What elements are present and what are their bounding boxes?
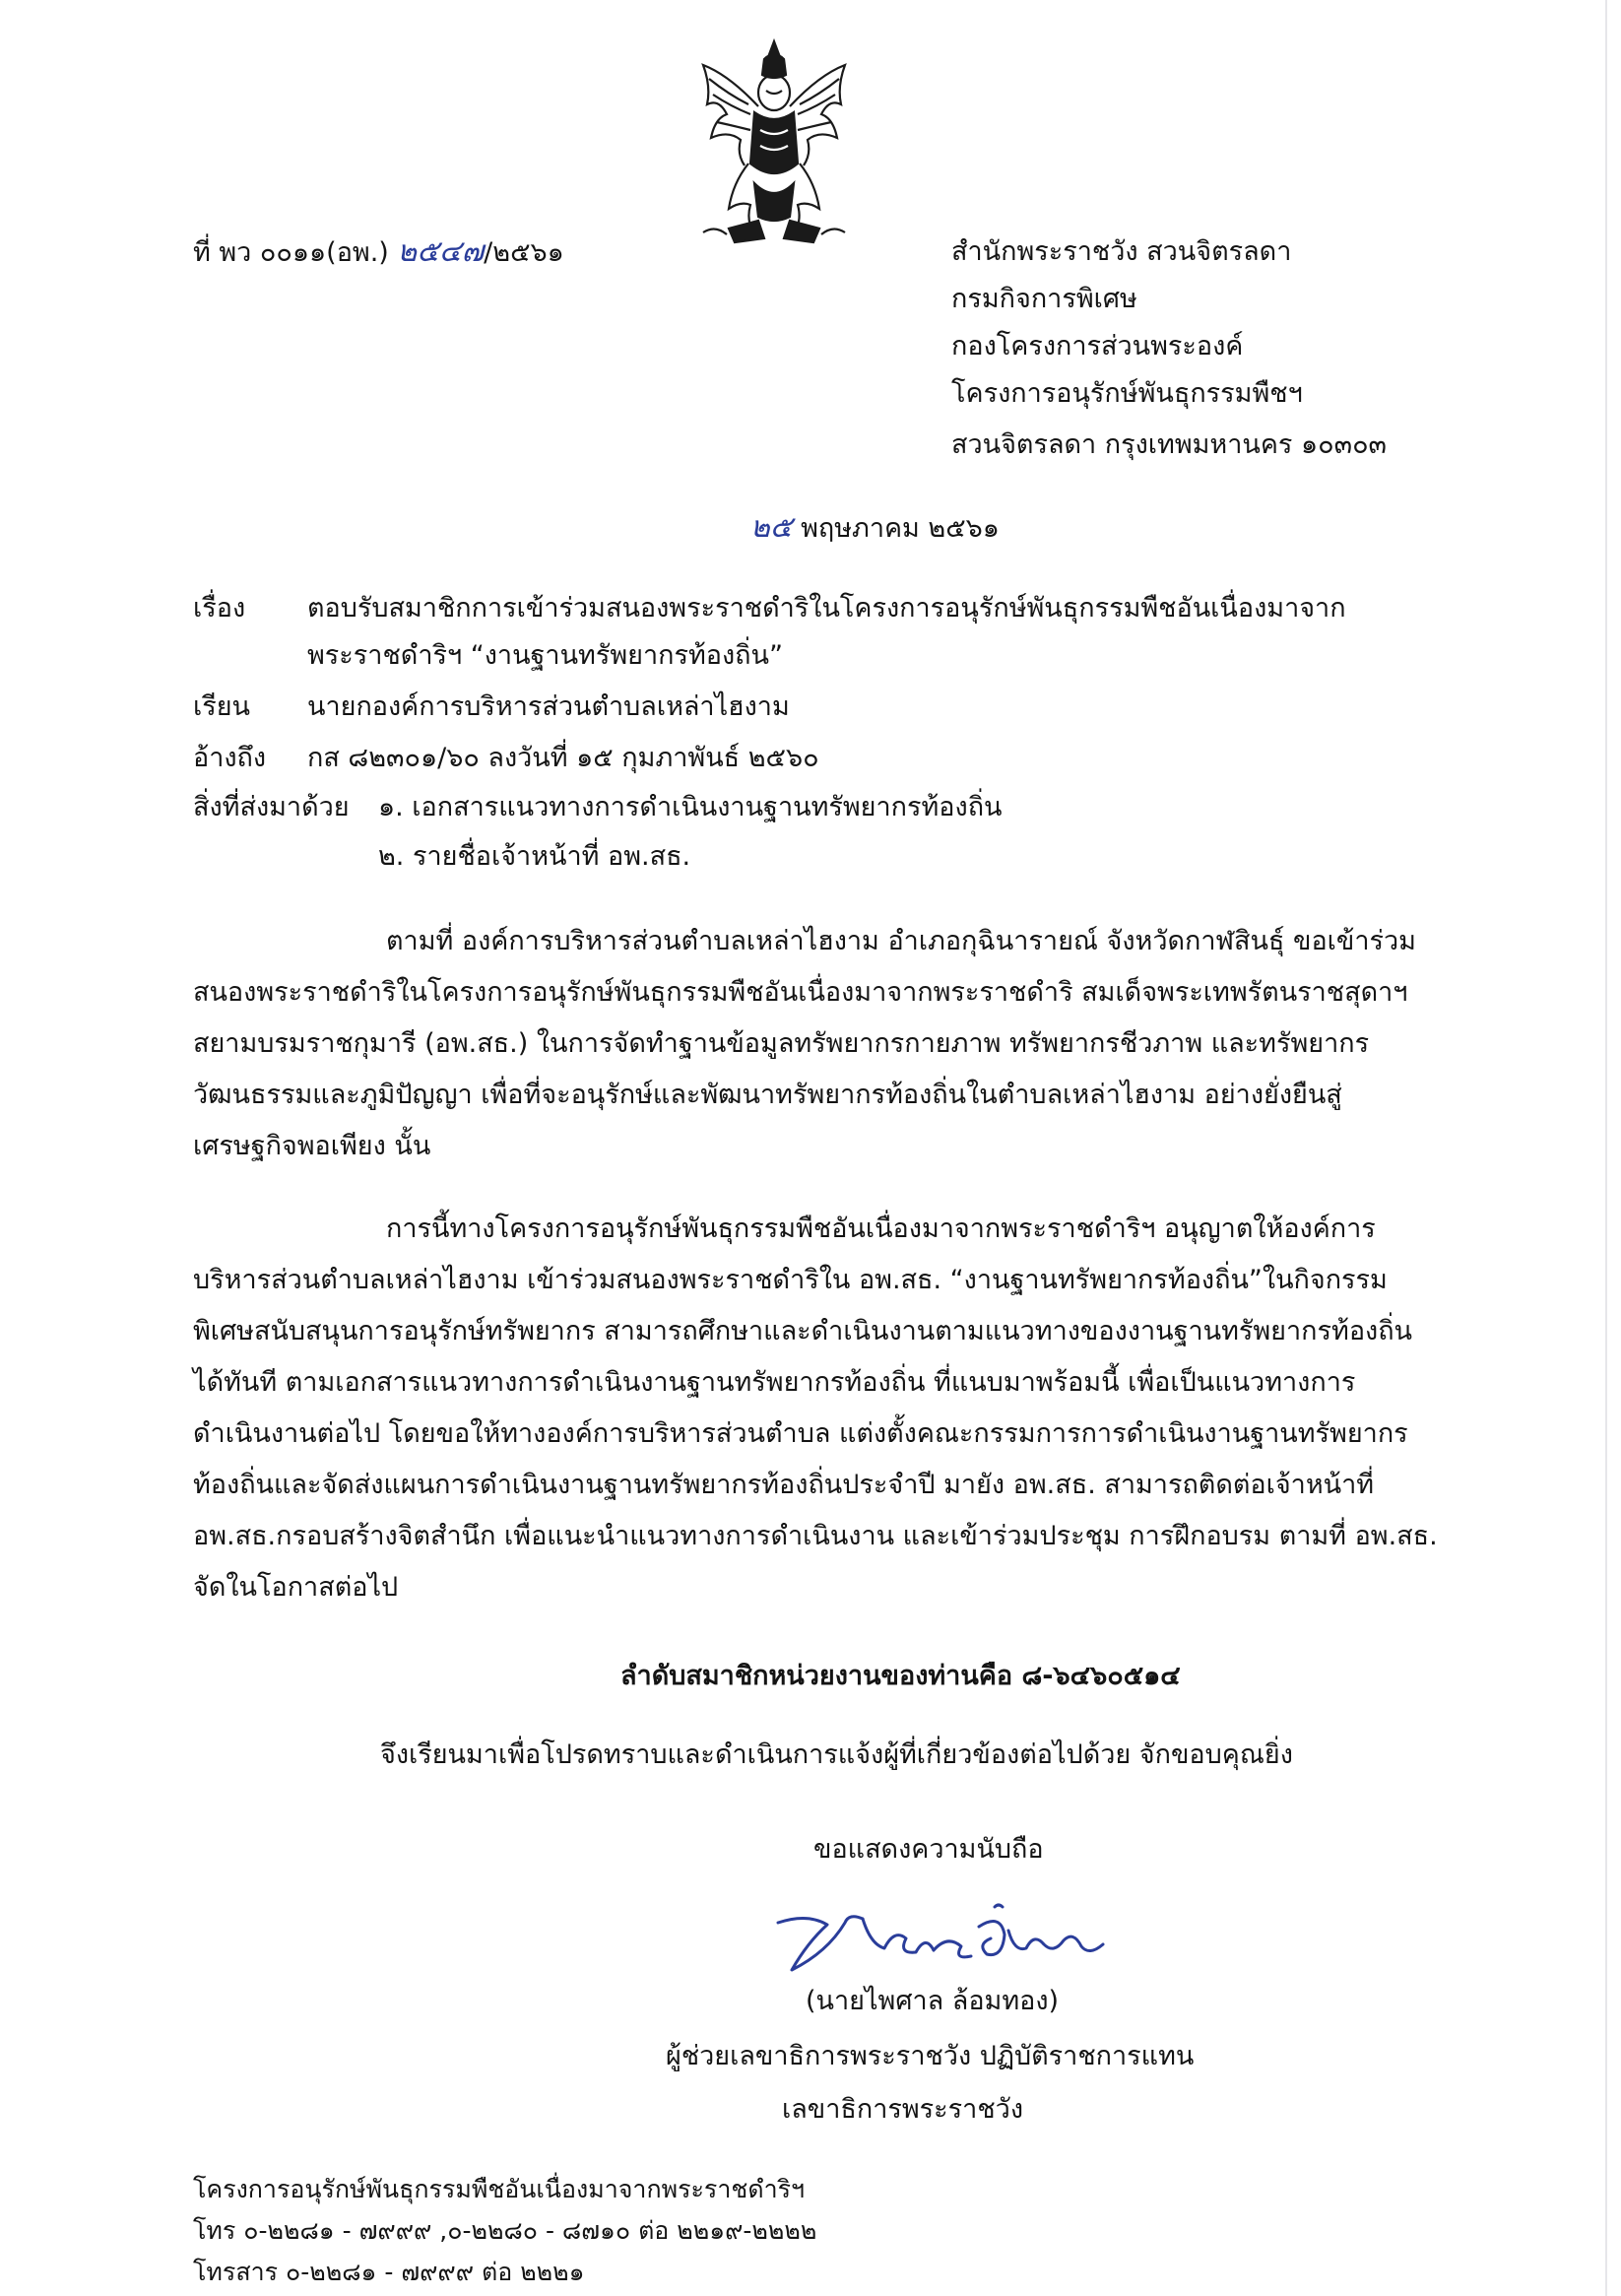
sender-address-line-3: กองโครงการส่วนพระองค์ [951, 331, 1244, 361]
signatory-position-1: ผู้ช่วยเลขาธิการพระราชวัง ปฏิบัติราชการแทน [666, 2041, 1195, 2071]
sender-address-line-5: สวนจิตรลดา กรุงเทพมหานคร ๑๐๓๐๓ [951, 429, 1388, 460]
reference-suffix: /๒๕๖๑ [484, 237, 564, 268]
body-paragraph-2 [193, 1204, 1436, 1613]
recipient-label: เรียน [193, 691, 251, 722]
reference-number [193, 234, 564, 271]
handwritten-signature [768, 1883, 1123, 1992]
paragraph-line: ตามที่ องค์การบริหารส่วนตำบลเหล่าไฮงาม อำเภอกุฉินารายณ์ จังหวัดกาฬสินธุ์ ขอเข้าร่วม [386, 926, 1416, 956]
sender-address-line-4: โครงการอนุรักษ์พันธุกรรมพืชฯ [951, 378, 1303, 409]
paragraph-line: การนี้ทางโครงการอนุรักษ์พันธุกรรมพืชอันเนื่องมาจากพระราชดำริฯ อนุญาตให้องค์การ [386, 1214, 1376, 1244]
reference-to-label: อ้างถึง [193, 743, 267, 773]
enclosure-item: ๒. รายชื่อเจ้าหน้าที่ อพ.สธ. [378, 841, 691, 872]
sender-address-line-1: สำนักพระราชวัง สวนจิตรลดา [951, 236, 1292, 267]
paragraph-line: พิเศษสนับสนุนการอนุรักษ์ทรัพยากร สามารถศึกษาและดำเนินงานตามแนวทางของงานฐานทรัพยากรท้องถิ่น [193, 1316, 1413, 1346]
page-edge-line [1605, 0, 1607, 2296]
paragraph-line: เศรษฐกิจพอเพียง นั้น [193, 1131, 431, 1161]
closing-request: จึงเรียนมาเพื่อโปรดทราบและดำเนินการแจ้งผู้ที่เกี่ยวข้องต่อไปด้วย จักขอบคุณยิ่ง [380, 1739, 1293, 1770]
paragraph-line: ดำเนินงานต่อไป โดยขอให้ทางองค์การบริหารส่วนตำบล แต่งตั้งคณะกรรมการการดำเนินงานฐานทรัพยากร [193, 1418, 1408, 1449]
subject-line-2: พระราชดำริฯ “งานฐานทรัพยากรท้องถิ่น” [307, 640, 783, 671]
reference-handwritten-number: ๒๕๔๗ [397, 234, 485, 269]
reference-to-value: กส ๘๒๓๐๑/๖๐ ลงวันที่ ๑๕ กุมภาพันธ์ ๒๕๖๐ [307, 743, 819, 773]
signatory-position-2: เลขาธิการพระราชวัง [782, 2094, 1024, 2125]
paragraph-line: อพ.สธ.กรอบสร้างจิตสำนึก เพื่อแนะนำแนวทางการดำเนินงาน และเข้าร่วมประชุม การฝึกอบรม ตามที่ อพ.สธ. [193, 1521, 1438, 1551]
garuda-emblem-icon [689, 35, 859, 248]
paragraph-line: สยามบรมราชกุมารี (อพ.สธ.) ในการจัดทำฐานข้อมูลทรัพยากรกายภาพ ทรัพยากรชีวภาพ และทรัพยากร [193, 1028, 1370, 1059]
footer-fax: โทรสาร ๐-๒๒๘๑ - ๗๙๙๙ ต่อ ๒๒๒๑ [193, 2258, 585, 2286]
paragraph-line: จัดในโอกาสต่อไป [193, 1572, 399, 1603]
recipient-value: นายกองค์การบริหารส่วนตำบลเหล่าไฮงาม [307, 691, 790, 722]
membership-number: ลำดับสมาชิกหน่วยงานของท่านคือ ๘-๖๔๖๐๕๑๔ [620, 1661, 1181, 1691]
paragraph-line: ท้องถิ่นและจัดส่งแผนการดำเนินงานฐานทรัพยากรท้องถิ่นประจำปี มายัง อพ.สธ. สามารถติดต่อเจ้าหน้าที่ [193, 1470, 1375, 1500]
footer-phone: โทร ๐-๒๒๘๑ - ๗๙๙๙ ,๐-๒๒๘๐ - ๘๗๑๐ ต่อ ๒๒๑๙-๒๒๒๒ [193, 2216, 817, 2245]
body-paragraph-1 [193, 916, 1436, 1172]
reference-prefix: ที่ พว ๐๐๑๑(อพ.) [193, 237, 389, 268]
paragraph-line: ได้ทันที ตามเอกสารแนวทางการดำเนินงานฐานทรัพยากรท้องถิ่น ที่แนบมาพร้อมนี้ เพื่อเป็นแนวทางการ [193, 1367, 1356, 1398]
paragraph-line: วัฒนธรรมและภูมิปัญญา เพื่อที่จะอนุรักษ์และพัฒนาทรัพยากรท้องถิ่นในตำบลเหล่าไฮงาม อย่างยั่งยืนสู่ [193, 1080, 1342, 1110]
footer-organization: โครงการอนุรักษ์พันธุกรรมพืชอันเนื่องมาจากพระราชดำริฯ [193, 2175, 806, 2203]
date-handwritten-day: ๒๕ [750, 510, 793, 545]
sender-address-line-2: กรมกิจการพิเศษ [951, 284, 1137, 314]
paragraph-line: สนองพระราชดำริในโครงการอนุรักษ์พันธุกรรมพืชอันเนื่องมาจากพระราชดำริ สมเด็จพระเทพรัตนราชสุดาฯ [193, 977, 1408, 1008]
subject-line-1: ตอบรับสมาชิกการเข้าร่วมสนองพระราชดำริในโครงการอนุรักษ์พันธุกรรมพืชอันเนื่องมาจาก [307, 593, 1346, 623]
salutation: ขอแสดงความนับถือ [813, 1834, 1044, 1865]
paragraph-line: บริหารส่วนตำบลเหล่าไฮงาม เข้าร่วมสนองพระราชดำริใน อพ.สธ. “งานฐานทรัพยากรท้องถิ่น”ในกิจกรรม [193, 1265, 1388, 1295]
subject-label: เรื่อง [193, 593, 246, 623]
date-month-year: พฤษภาคม ๒๕๖๑ [801, 513, 1000, 544]
letter-date [750, 510, 1000, 547]
signatory-name: (นายไพศาล ล้อมทอง) [806, 1986, 1060, 2016]
enclosures-label: สิ่งที่ส่งมาด้วย [193, 792, 350, 822]
enclosure-item: ๑. เอกสารแนวทางการดำเนินงานฐานทรัพยากรท้องถิ่น [378, 792, 1003, 822]
